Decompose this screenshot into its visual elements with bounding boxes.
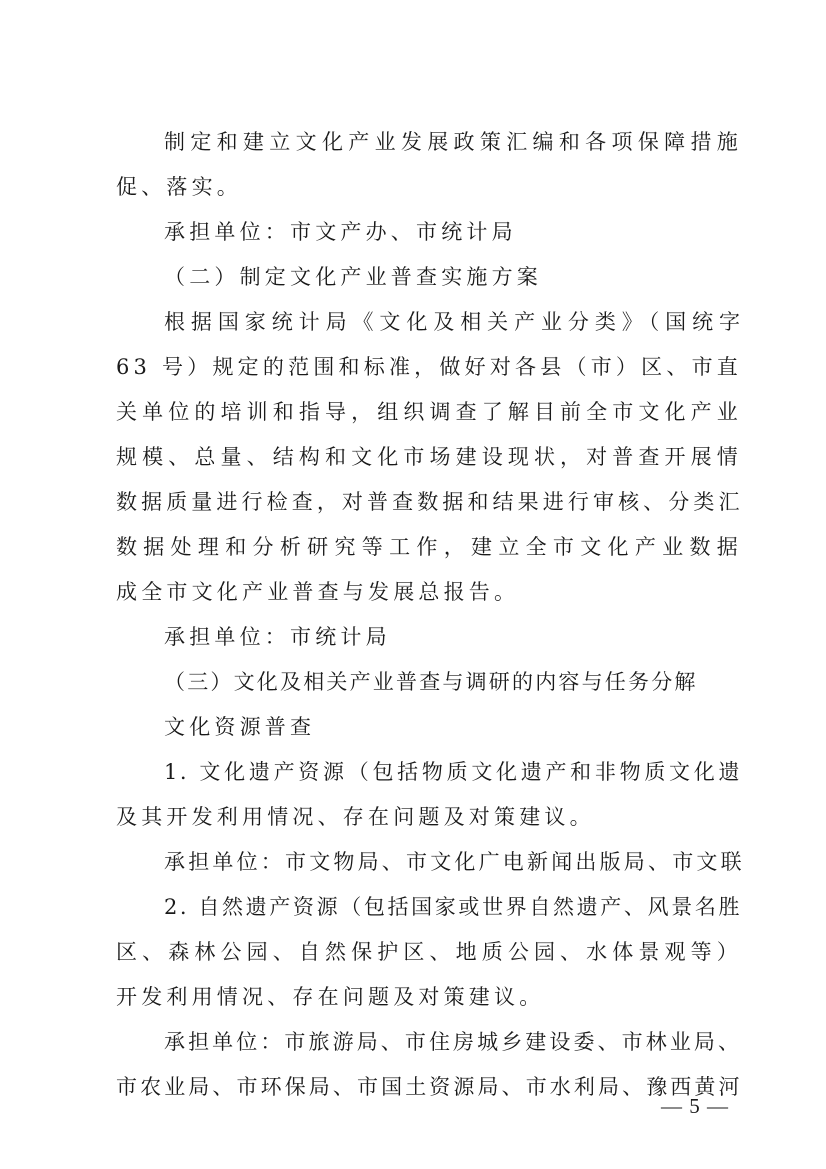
text-line: 及其开发利用情况、存在问题及对策建议。 — [116, 805, 595, 829]
text-line: 承担单位：市文产办、市统计局 — [164, 220, 517, 244]
text-line: 数据处理和分析研究等工作，建立全市文化产业数据 — [116, 535, 742, 559]
text-line: 促、落实。 — [116, 175, 242, 199]
text-line: 承担单位：市统计局 — [164, 625, 391, 649]
text-line: 规模、总量、结构和文化市场建设现状，对普查开展情 — [116, 445, 742, 469]
subsection-heading: 文化资源普查 — [164, 715, 316, 739]
page-number: — 5 — — [661, 1094, 729, 1118]
text-line: 关单位的培训和指导，组织调查了解目前全市文化产业 — [116, 400, 742, 424]
section-heading: （二）制定文化产业普查实施方案 — [164, 265, 542, 289]
text-line: 数据质量进行检查，对普查数据和结果进行审核、分类汇 — [116, 490, 742, 514]
text-line: 成全市文化产业普查与发展总报告。 — [116, 580, 520, 604]
text-line: 制定和建立文化产业发展政策汇编和各项保障措施 — [164, 130, 742, 154]
section-heading: （三）文化及相关产业普查与调研的内容与任务分解 — [164, 670, 698, 694]
text-line: 区、森林公园、自然保护区、地质公园、水体景观等） — [116, 940, 742, 964]
text-line: 承担单位：市旅游局、市住房城乡建设委、市林业局、 — [164, 1030, 742, 1054]
text-line: 1. 文化遗产资源（包括物质文化遗产和非物质文化遗 — [164, 760, 742, 784]
text-line: 根据国家统计局《文化及相关产业分类》（国统字 — [164, 310, 742, 334]
text-line: 63 号）规定的范围和标准，做好对各县（市）区、市直 — [116, 355, 742, 379]
text-line: 开发利用情况、存在问题及对策建议。 — [116, 985, 545, 1009]
text-line: 市农业局、市环保局、市国土资源局、市水利局、豫西黄河 — [116, 1075, 742, 1099]
text-line: 承担单位：市文物局、市文化广电新闻出版局、市文联 — [164, 850, 745, 874]
text-line: 2. 自然遗产资源（包括国家或世界自然遗产、风景名胜 — [164, 895, 742, 919]
